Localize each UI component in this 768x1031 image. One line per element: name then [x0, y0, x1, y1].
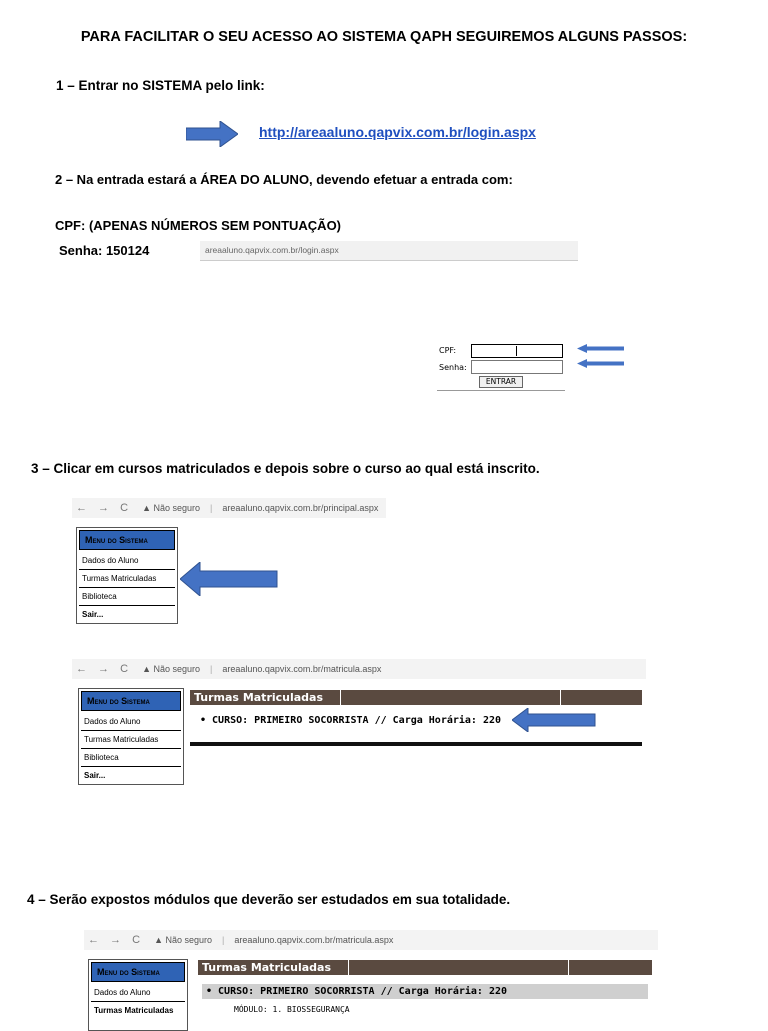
menu-item-dados[interactable]: Dados do Aluno [79, 552, 175, 570]
login-form [437, 340, 565, 391]
browser-nav-icons[interactable]: ← → C [88, 934, 145, 946]
browser-nav-icons[interactable]: ← → C [76, 502, 133, 514]
menu-header: Menu do Sistema [81, 691, 181, 711]
turmas-header: Turmas Matriculadas [198, 960, 652, 975]
menu-header: Menu do Sistema [91, 962, 185, 982]
browser-url: areaaluno.qapvix.com.br/login.aspx [205, 245, 339, 255]
step-4-text: 4 – Serão expostos módulos que deverão ser estudados em sua totalidade. [27, 892, 511, 907]
step-2-text: 2 – Na entrada estará a ÁREA DO ALUNO, devendo efetuar a entrada com: [55, 172, 513, 187]
left-arrow-icon [180, 562, 278, 596]
menu-item-turmas[interactable]: Turmas Matriculadas [79, 570, 175, 588]
not-secure-badge: ▲ Não seguro [154, 935, 212, 945]
login-link[interactable]: http://areaaluno.qapvix.com.br/login.aspx [259, 124, 536, 140]
cpf-input[interactable] [471, 344, 563, 358]
course-link[interactable]: • CURSO: PRIMEIRO SOCORRISTA // Carga Horária: 220 [202, 984, 648, 999]
browser-address-bar [200, 241, 578, 261]
menu-item-turmas[interactable]: Turmas Matriculadas [94, 1006, 174, 1015]
step-3-text: 3 – Clicar em cursos matriculados e depois sobre o curso ao qual está inscrito. [31, 461, 540, 476]
system-menu [78, 688, 184, 785]
menu-item-turmas[interactable]: Turmas Matriculadas [81, 731, 181, 749]
turmas-header: Turmas Matriculadas [190, 690, 642, 705]
browser-toolbar: ← → C ▲ Não seguro | areaaluno.qapvix.com.br/matricula.aspx [84, 930, 658, 950]
module-link[interactable]: MÓDULO: 1. BIOSSEGURANÇA [234, 1005, 350, 1014]
left-arrow-icon [577, 359, 625, 368]
menu-item-sair[interactable]: Sair... [82, 610, 104, 619]
senha-instruction: Senha: 150124 [59, 243, 150, 258]
left-arrow-icon [577, 344, 625, 353]
browser-url: areaaluno.qapvix.com.br/principal.aspx [222, 503, 379, 513]
cpf-instruction: CPF: (APENAS NÚMEROS SEM PONTUAÇÃO) [55, 218, 342, 233]
cpf-label: CPF: [439, 346, 457, 355]
not-secure-badge: ▲ Não seguro [142, 664, 200, 674]
not-secure-badge: ▲ Não seguro [142, 503, 200, 513]
system-menu [76, 527, 178, 624]
menu-item-biblioteca[interactable]: Biblioteca [81, 749, 181, 767]
senha-input[interactable] [471, 360, 563, 374]
browser-toolbar: ← → C ▲ Não seguro | areaaluno.qapvix.com.br/matricula.aspx [72, 659, 646, 679]
entrar-button[interactable]: ENTRAR [479, 376, 523, 388]
menu-item-biblioteca[interactable]: Biblioteca [79, 588, 175, 606]
turmas-panel [198, 960, 652, 1024]
left-arrow-icon [512, 708, 596, 732]
page-title: PARA FACILITAR O SEU ACESSO AO SISTEMA QAPH SEGUIREMOS ALGUNS PASSOS: [80, 29, 688, 45]
menu-item-sair[interactable]: Sair... [84, 771, 106, 780]
browser-toolbar: ← → C ▲ Não seguro | areaaluno.qapvix.com.br/principal.aspx [72, 498, 386, 518]
menu-item-dados[interactable]: Dados do Aluno [91, 984, 185, 1002]
browser-url: areaaluno.qapvix.com.br/matricula.aspx [222, 664, 382, 674]
right-arrow-icon [186, 121, 238, 147]
browser-url: areaaluno.qapvix.com.br/matricula.aspx [234, 935, 394, 945]
course-link[interactable]: • CURSO: PRIMEIRO SOCORRISTA // Carga Horária: 220 [200, 715, 502, 726]
browser-nav-icons[interactable]: ← → C [76, 663, 133, 675]
menu-header: Menu do Sistema [79, 530, 175, 550]
menu-item-dados[interactable]: Dados do Aluno [81, 713, 181, 731]
system-menu [88, 959, 188, 1031]
senha-label: Senha: [439, 363, 467, 372]
step-1-text: 1 – Entrar no SISTEMA pelo link: [56, 78, 265, 93]
